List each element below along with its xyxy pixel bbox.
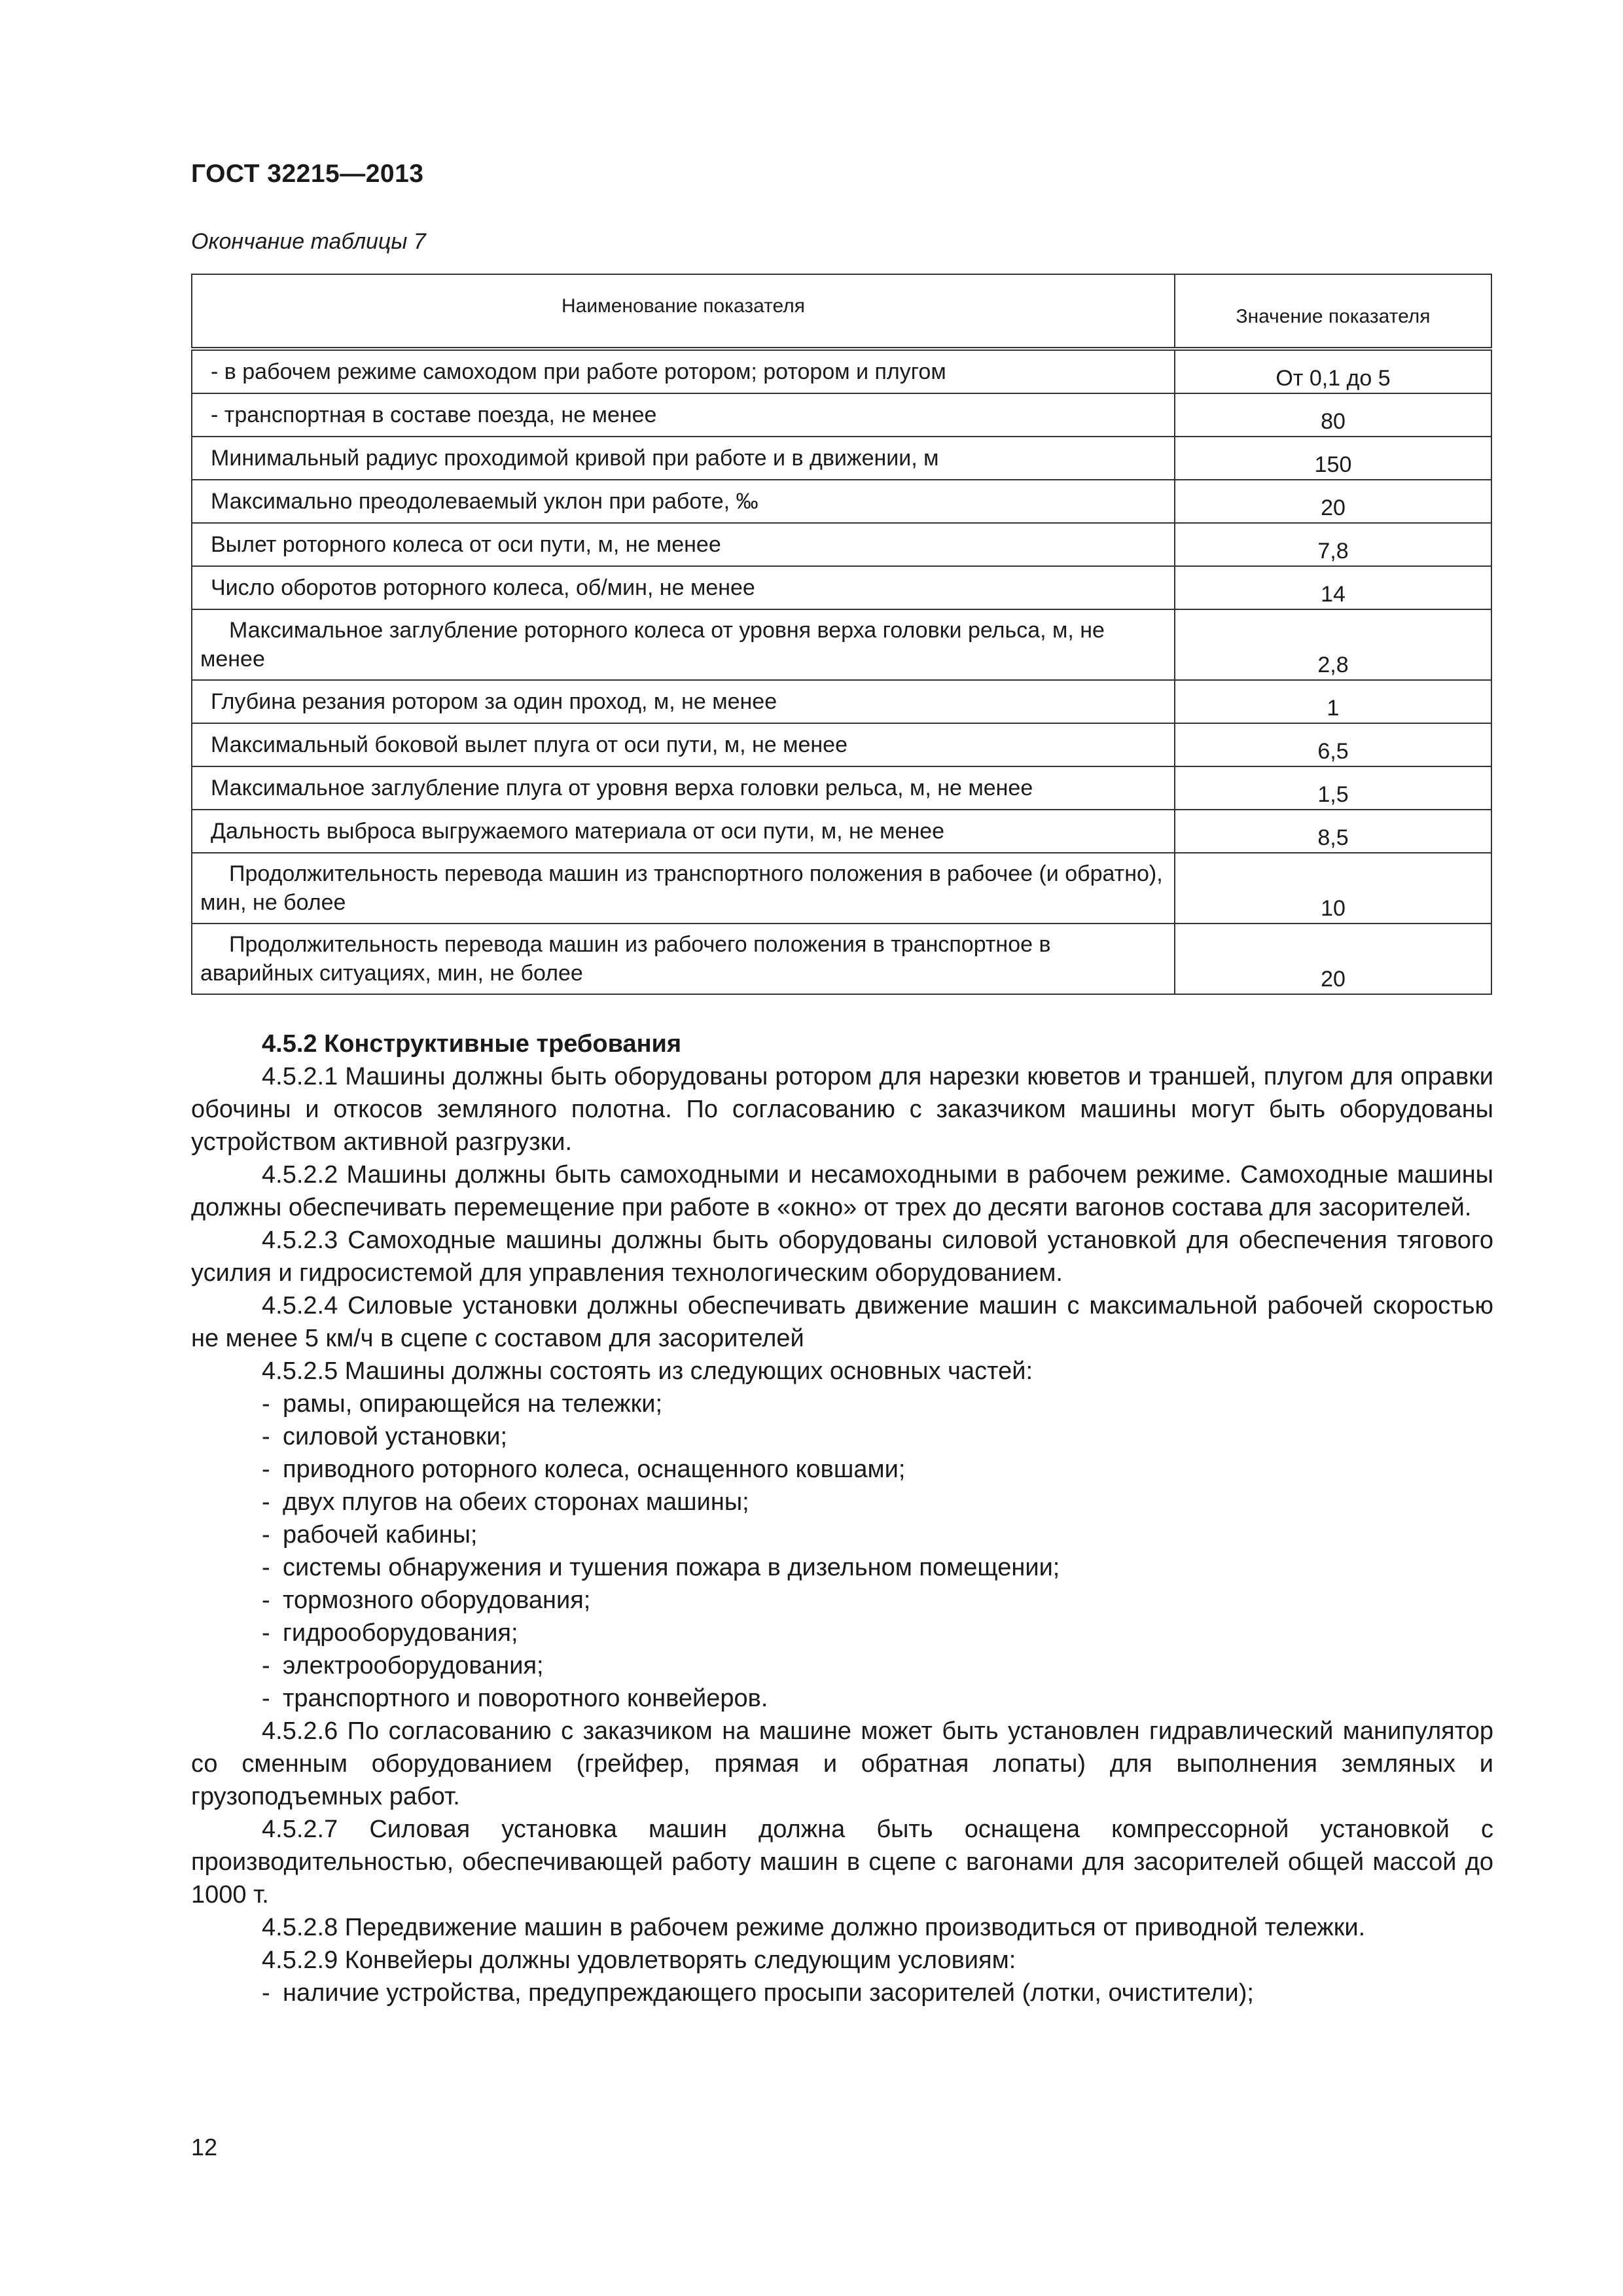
- row-name: Максимальный боковой вылет плуга от оси пути, м, не менее: [192, 723, 1175, 766]
- paragraph-4-5-2-6: 4.5.2.6 По согласованию с заказчиком на машине может быть установлен гидравлический манипулятор со сменным оборудованием (грейфер, прямая и обратная лопаты) для выполнения земляных и грузоподъемных работ.: [191, 1717, 1493, 1810]
- list-item: - транспортного и поворотного конвейеров.: [262, 1685, 768, 1712]
- paragraph-4-5-2-9: 4.5.2.9 Конвейеры должны удовлетворять следующим условиям:: [262, 1946, 1016, 1974]
- list-item-text: системы обнаружения и тушения пожара в дизельном помещении;: [283, 1554, 1060, 1581]
- row-value: 1,5: [1175, 766, 1491, 810]
- list-item: - тормозного оборудования;: [262, 1587, 591, 1614]
- row-value: 150: [1175, 437, 1491, 480]
- list-item-text: силовой установки;: [283, 1423, 508, 1450]
- list-item-text: рабочей кабины;: [283, 1521, 478, 1549]
- row-value: 10: [1175, 853, 1491, 924]
- paragraph-4-5-2-2: 4.5.2.2 Машины должны быть самоходными и несамоходными в рабочем режиме. Самоходные машины должны обеспечивать перемещение при работе в «окно» от трех до десяти вагонов состава для засорителей.: [191, 1161, 1493, 1221]
- table-caption: Окончание таблицы 7: [191, 229, 426, 254]
- row-name: Число оборотов роторного колеса, об/мин, не менее: [192, 566, 1175, 609]
- list-item: - силовой установки;: [262, 1423, 508, 1450]
- column-header-name: Наименование показателя: [192, 274, 1175, 349]
- row-name: Максимальное заглубление роторного колеса от уровня верха головки рельса, м, не менее: [192, 609, 1175, 680]
- list-item: - системы обнаружения и тушения пожара в дизельном помещении;: [262, 1554, 1060, 1581]
- row-name: Минимальный радиус проходимой кривой при работе и в движении, м: [192, 437, 1175, 480]
- table-row: [192, 566, 1491, 609]
- list-item-text: транспортного и поворотного конвейеров.: [283, 1685, 768, 1712]
- list-item: - рабочей кабины;: [262, 1521, 478, 1549]
- paragraph-4-5-2-5: 4.5.2.5 Машины должны состоять из следующих основных частей:: [262, 1357, 1033, 1385]
- row-name: - в рабочем режиме самоходом при работе ротором; ротором и плугом: [192, 349, 1175, 393]
- paragraph-4-5-2-1: 4.5.2.1 Машины должны быть оборудованы ротором для нарезки кюветов и траншей, плугом для оправки обочины и откосов земляного полотна. По согласованию с заказчиком машины могут быть оборудованы устройством активной разгрузки.: [191, 1063, 1493, 1156]
- row-value: 80: [1175, 393, 1491, 437]
- row-value: От 0,1 до 5: [1175, 349, 1491, 393]
- row-name: Глубина резания ротором за один проход, м, не менее: [192, 680, 1175, 723]
- row-name: Вылет роторного колеса от оси пути, м, не менее: [192, 523, 1175, 566]
- table-row: [192, 349, 1491, 393]
- list-item: - электрооборудования;: [262, 1652, 544, 1679]
- section-heading: 4.5.2 Конструктивные требования: [262, 1030, 682, 1058]
- row-value: 20: [1175, 480, 1491, 523]
- table-row: [192, 480, 1491, 523]
- list-item-text: приводного роторного колеса, оснащенного ковшами;: [283, 1456, 906, 1483]
- row-value: 1: [1175, 680, 1491, 723]
- list-item-text: электрооборудования;: [283, 1652, 544, 1679]
- list-item-text: наличие устройства, предупреждающего просыпи засорителей (лотки, очистители);: [283, 1979, 1254, 2007]
- paragraph-4-5-2-3: 4.5.2.3 Самоходные машины должны быть оборудованы силовой установкой для обеспечения тягового усилия и гидросистемой для управления технологическим оборудованием.: [191, 1227, 1493, 1287]
- list-item: - приводного роторного колеса, оснащенного ковшами;: [262, 1456, 906, 1483]
- row-name: Продолжительность перевода машин из рабочего положения в транспортное в аварийных ситуациях, мин, не более: [192, 924, 1175, 994]
- list-item: - гидрооборудования;: [262, 1619, 518, 1647]
- row-value: 2,8: [1175, 609, 1491, 680]
- spec-table: [191, 274, 1492, 995]
- document-id: ГОСТ 32215—2013: [191, 160, 424, 188]
- table-row: [192, 924, 1491, 994]
- list-item: - двух плугов на обеих сторонах машины;: [262, 1488, 749, 1516]
- table-row: [192, 766, 1491, 810]
- table-row: [192, 437, 1491, 480]
- row-name: Дальность выброса выгружаемого материала от оси пути, м, не менее: [192, 810, 1175, 853]
- row-name: Максимально преодолеваемый уклон при работе, ‰: [192, 480, 1175, 523]
- table-header-row: [192, 274, 1491, 349]
- table-row: [192, 680, 1491, 723]
- list-item-text: двух плугов на обеих сторонах машины;: [283, 1488, 749, 1516]
- paragraph-4-5-2-4: 4.5.2.4 Силовые установки должны обеспечивать движение машин с максимальной рабочей скоростью не менее 5 км/ч в сцепе с составом для засорителей: [191, 1292, 1493, 1352]
- list-item: - наличие устройства, предупреждающего просыпи засорителей (лотки, очистители);: [262, 1979, 1254, 2007]
- list-item: - рамы, опирающейся на тележки;: [262, 1390, 663, 1418]
- page-number: 12: [191, 2134, 218, 2161]
- row-name: Максимальное заглубление плуга от уровня верха головки рельса, м, не менее: [192, 766, 1175, 810]
- paragraph-4-5-2-7: 4.5.2.7 Силовая установка машин должна быть оснащена компрессорной установкой с производительностью, обеспечивающей работу машин в сцепе с вагонами для засорителей общей массой до 1000 т.: [191, 1816, 1493, 1909]
- row-name: - транспортная в составе поезда, не менее: [192, 393, 1175, 437]
- column-header-value: Значение показателя: [1175, 274, 1491, 349]
- row-value: 6,5: [1175, 723, 1491, 766]
- table-row: [192, 810, 1491, 853]
- row-value: 20: [1175, 924, 1491, 994]
- table-row: [192, 609, 1491, 680]
- row-value: 14: [1175, 566, 1491, 609]
- section-body: [191, 1028, 1493, 2009]
- table-row: [192, 523, 1491, 566]
- list-item-text: тормозного оборудования;: [283, 1587, 591, 1614]
- table-row: [192, 723, 1491, 766]
- row-value: 8,5: [1175, 810, 1491, 853]
- row-value: 7,8: [1175, 523, 1491, 566]
- list-item-text: гидрооборудования;: [283, 1619, 518, 1647]
- table-row: [192, 393, 1491, 437]
- paragraph-4-5-2-8: 4.5.2.8 Передвижение машин в рабочем режиме должно производиться от приводной тележки.: [262, 1914, 1366, 1941]
- table-row: [192, 853, 1491, 924]
- row-name: Продолжительность перевода машин из транспортного положения в рабочее (и обратно), мин, не более: [192, 853, 1175, 924]
- list-item-text: рамы, опирающейся на тележки;: [283, 1390, 663, 1418]
